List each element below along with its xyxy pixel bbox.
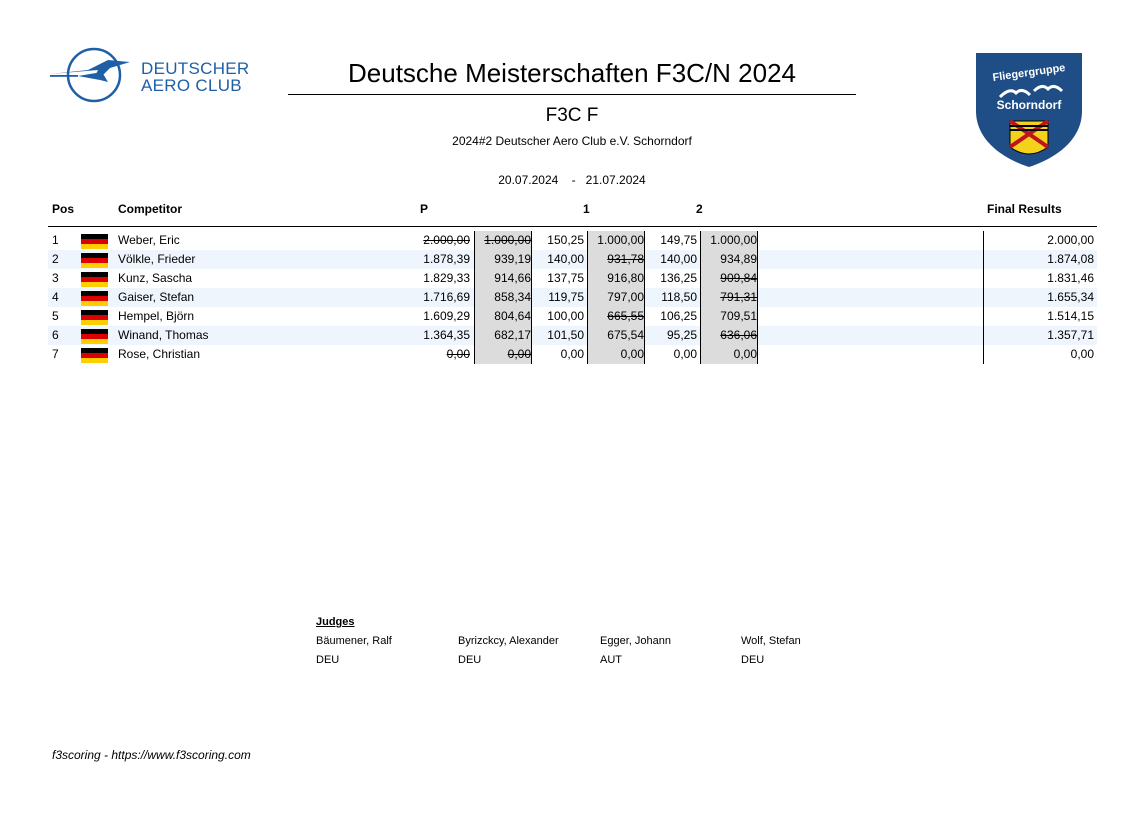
judge-country: DEU: [741, 654, 765, 666]
round-1-raw-score: 140,00: [547, 252, 584, 266]
p-normalized-score: 914,66: [474, 269, 532, 288]
pos-cell: 6: [52, 328, 59, 342]
judge-name: Byrizckcy, Alexander: [458, 635, 559, 647]
round-2-normalized-score: 909,84: [700, 269, 758, 288]
germany-flag-icon: [81, 329, 108, 344]
germany-flag-icon: [81, 291, 108, 306]
round-1-raw-score: 101,50: [547, 328, 584, 342]
p-raw-score: 1.829,33: [423, 271, 470, 285]
date-separator: -: [571, 173, 576, 187]
p-raw-score: 1.364,35: [423, 328, 470, 342]
table-row: [48, 288, 1097, 307]
final-result: 1.831,46: [983, 269, 1094, 288]
fliegergruppe-schorndorf-logo: [974, 51, 1084, 169]
final-result: 2.000,00: [983, 231, 1094, 250]
judge-country: AUT: [600, 654, 622, 666]
footer-credit: f3scoring - https://www.f3scoring.com: [52, 748, 251, 762]
pos-cell: 7: [52, 347, 59, 361]
club-logo-line-2: Schorndorf: [996, 98, 1062, 112]
pos-cell: 4: [52, 290, 59, 304]
table-row: [48, 231, 1097, 250]
germany-flag-icon: [81, 253, 108, 268]
round-1-raw-score: 150,25: [547, 233, 584, 247]
competitor-name: Hempel, Björn: [118, 309, 195, 323]
venue-label: 2024#2 Deutscher Aero Club e.V. Schorndorf: [452, 134, 692, 148]
round-2-normalized-score: 0,00: [700, 345, 758, 364]
round-2-raw-score: 95,25: [666, 328, 697, 342]
date-to: 21.07.2024: [585, 173, 646, 187]
competitor-name: Rose, Christian: [118, 347, 201, 361]
round-1-raw-score: 137,75: [547, 271, 584, 285]
final-result: 1.655,34: [983, 288, 1094, 307]
germany-flag-icon: [81, 234, 108, 249]
pos-cell: 3: [52, 271, 59, 285]
header-round-2: 2: [696, 202, 703, 216]
table-row: [48, 307, 1097, 326]
header-final-results: Final Results: [987, 202, 1062, 216]
round-2-normalized-score: 791,31: [700, 288, 758, 307]
final-result: 0,00: [983, 345, 1094, 364]
round-2-raw-score: 136,25: [660, 271, 697, 285]
germany-flag-icon: [81, 310, 108, 325]
club-logo-line-1: Fliegergruppe: [991, 61, 1067, 85]
p-normalized-score: 1.000,00: [474, 231, 532, 250]
p-raw-score: 0,00: [446, 347, 470, 361]
p-normalized-score: 858,34: [474, 288, 532, 307]
round-1-normalized-score: 916,80: [587, 269, 645, 288]
p-raw-score: 1.878,39: [423, 252, 470, 266]
date-from: 20.07.2024: [498, 173, 559, 187]
pos-cell: 1: [52, 233, 59, 247]
competitor-name: Völkle, Frieder: [118, 252, 196, 266]
final-result: 1.514,15: [983, 307, 1094, 326]
round-2-raw-score: 106,25: [660, 309, 697, 323]
class-title: F3C F: [545, 105, 599, 126]
competitor-name: Kunz, Sascha: [118, 271, 193, 285]
header-pos: Pos: [52, 202, 75, 216]
pos-cell: 2: [52, 252, 59, 266]
date-range: [288, 173, 856, 187]
round-1-normalized-score: 1.000,00: [587, 231, 645, 250]
round-2-normalized-score: 1.000,00: [700, 231, 758, 250]
header-competitor: Competitor: [118, 202, 182, 216]
round-2-raw-score: 118,50: [661, 290, 697, 304]
round-1-raw-score: 0,00: [560, 347, 584, 361]
round-1-normalized-score: 665,55: [587, 307, 645, 326]
round-2-normalized-score: 934,89: [700, 250, 758, 269]
round-1-raw-score: 119,75: [548, 290, 584, 304]
title-underline: [288, 94, 856, 95]
judge-name: Wolf, Stefan: [741, 635, 801, 647]
germany-flag-icon: [81, 348, 108, 363]
judge-country: DEU: [316, 654, 340, 666]
dac-logo-line-2: AERO CLUB: [141, 76, 242, 95]
round-2-normalized-score: 709,51: [700, 307, 758, 326]
table-row: [48, 269, 1097, 288]
round-1-normalized-score: 931,78: [587, 250, 645, 269]
final-result: 1.357,71: [983, 326, 1094, 345]
competitor-name: Weber, Eric: [118, 233, 180, 247]
judge-name: Egger, Johann: [600, 635, 671, 647]
round-2-raw-score: 0,00: [673, 347, 697, 361]
final-result: 1.874,08: [983, 250, 1094, 269]
p-normalized-score: 939,19: [474, 250, 532, 269]
p-normalized-score: 0,00: [474, 345, 532, 364]
round-1-normalized-score: 675,54: [587, 326, 645, 345]
header-rule: [48, 226, 1097, 227]
p-raw-score: 2.000,00: [423, 233, 470, 247]
page-title: Deutsche Meisterschaften F3C/N 2024: [348, 58, 796, 88]
dac-logo-text: [141, 60, 250, 94]
p-raw-score: 1.716,69: [423, 290, 470, 304]
round-2-normalized-score: 636,06: [700, 326, 758, 345]
round-2-raw-score: 149,75: [660, 233, 697, 247]
judge-name: Bäumener, Ralf: [316, 635, 392, 647]
competitor-name: Winand, Thomas: [118, 328, 209, 342]
competitor-name: Gaiser, Stefan: [118, 290, 195, 304]
header-round-1: 1: [583, 202, 590, 216]
table-row: [48, 345, 1097, 364]
germany-flag-icon: [81, 272, 108, 287]
dac-bird-icon: [48, 46, 143, 108]
header-p: P: [420, 202, 429, 216]
round-2-raw-score: 140,00: [660, 252, 697, 266]
table-row: [48, 326, 1097, 345]
judges-title: Judges: [316, 616, 355, 628]
round-1-normalized-score: 797,00: [587, 288, 645, 307]
judge-country: DEU: [458, 654, 482, 666]
p-raw-score: 1.609,29: [423, 309, 470, 323]
dac-logo-line-1: DEUTSCHER: [141, 59, 250, 78]
pos-cell: 5: [52, 309, 59, 323]
p-normalized-score: 804,64: [474, 307, 532, 326]
table-row: [48, 250, 1097, 269]
round-1-normalized-score: 0,00: [587, 345, 645, 364]
p-normalized-score: 682,17: [474, 326, 532, 345]
round-1-raw-score: 100,00: [547, 309, 584, 323]
